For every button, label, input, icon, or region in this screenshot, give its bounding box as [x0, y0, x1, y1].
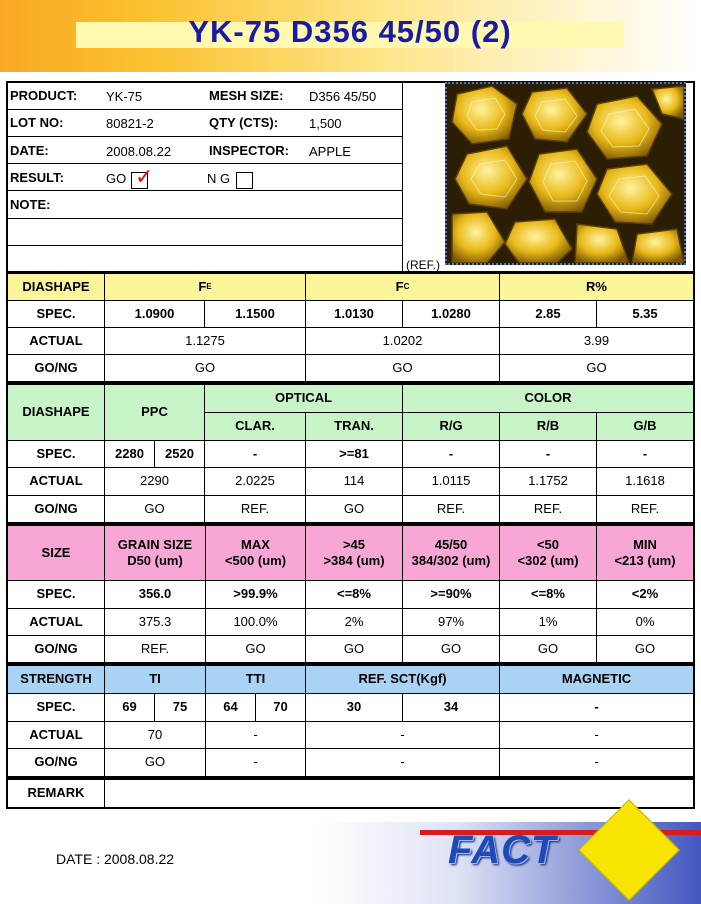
remark-value — [105, 780, 693, 807]
gong-sct: - — [306, 749, 500, 776]
spec-magnetic: - — [500, 694, 693, 722]
spec-ti-max: 75 — [155, 694, 206, 722]
gong-gb: REF. — [630, 500, 660, 516]
actual-sct: - — [306, 722, 500, 749]
spec-fc-max: 1.0280 — [403, 301, 500, 328]
spec-gt45: <=8% — [306, 581, 403, 609]
inspector-value: APPLE — [309, 144, 351, 159]
gong-ti: GO — [105, 749, 206, 776]
gong-rb: REF. — [500, 496, 597, 522]
tran-header: TRAN. — [306, 413, 403, 441]
gong-max: GO — [206, 636, 306, 662]
actual-fe: 1.1275 — [105, 328, 306, 355]
inspector-label: INSPECTOR: — [209, 143, 289, 158]
spec-label: SPEC. — [8, 301, 105, 328]
spec-max: >99.9% — [206, 581, 306, 609]
gong-gt45: GO — [306, 636, 403, 662]
actual-tti: - — [206, 722, 306, 749]
spec-rb: - — [500, 441, 597, 468]
spec-45-50: >=90% — [403, 581, 500, 609]
spec-sct-min: 30 — [306, 694, 403, 722]
clar-header: CLAR. — [205, 413, 306, 441]
spec-fe-max: 1.1500 — [205, 301, 306, 328]
gt45-header: >45 >384 (um) — [306, 526, 403, 581]
diashape-header-2: DIASHAPE — [8, 385, 105, 441]
reference-photo — [445, 82, 686, 265]
spec-tti-max: 70 — [256, 694, 306, 722]
spec-ppc-min: 2280 — [105, 441, 155, 468]
tti-header: TTI — [206, 666, 306, 694]
spec-ppc-max: 2520 — [155, 441, 205, 468]
ti-header: TI — [105, 666, 206, 694]
page-title: YK-75 D356 45/50 (2) — [188, 14, 512, 49]
rg-header: R/G — [403, 413, 500, 441]
max-header: MAX <500 (um) — [206, 526, 306, 581]
45-50-header: 45/50 384/302 (um) — [403, 526, 500, 581]
actual-magnetic: - — [500, 722, 693, 749]
spec-label-3: SPEC. — [8, 581, 105, 609]
result-ng-label: N G — [207, 171, 231, 186]
actual-clar: 2.0225 — [205, 468, 306, 496]
actual-gt45: 2% — [306, 609, 403, 636]
spec-ti-min: 69 — [105, 694, 155, 722]
fe-header: F E — [105, 274, 306, 301]
spec-sct-max: 34 — [403, 694, 500, 722]
gong-fe: GO — [105, 355, 306, 381]
gong-grain: REF. — [105, 636, 206, 662]
actual-ppc: 2290 — [105, 468, 205, 496]
gong-rg: REF. — [403, 496, 500, 522]
mesh-size-value: D356 45/50 — [309, 89, 377, 104]
actual-lt50: 1% — [500, 609, 597, 636]
gong-ppc: GO — [105, 496, 205, 522]
actual-tran: 114 — [306, 468, 403, 496]
grain-size-header: GRAIN SIZE D50 (um) — [105, 526, 206, 581]
spec-min: <2% — [597, 581, 693, 609]
footer-date: DATE : 2008.08.22 — [56, 851, 175, 867]
actual-r: 3.99 — [500, 328, 693, 355]
ref-label: (REF.) — [406, 258, 440, 272]
gong-tti: - — [206, 749, 306, 776]
result-go-label: GO — [106, 171, 127, 186]
actual-label-2: ACTUAL — [8, 468, 105, 496]
lt50-header: <50 <302 (um) — [500, 526, 597, 581]
actual-label: ACTUAL — [8, 328, 105, 355]
note-label: NOTE: — [10, 197, 51, 212]
diashape-header: DIASHAPE — [8, 274, 105, 301]
magnetic-header: MAGNETIC — [500, 666, 693, 694]
optical-header: OPTICAL — [205, 385, 403, 413]
date-label: DATE: — [10, 143, 49, 158]
strength-header: STRENGTH — [8, 666, 105, 694]
gong-clar: REF. — [205, 496, 306, 522]
spec-fc-min: 1.0130 — [306, 301, 403, 328]
gong-45-50: GO — [403, 636, 500, 662]
actual-min: 0% — [597, 609, 693, 636]
actual-rb: 1.1752 — [500, 468, 597, 496]
result-ng-checkbox[interactable] — [236, 172, 253, 189]
min-header: MIN <213 (um) — [597, 526, 693, 581]
gong-label-3: GO/NG — [8, 636, 105, 662]
actual-label-3: ACTUAL — [8, 609, 105, 636]
ppc-header: PPC — [105, 385, 205, 441]
gong-min: GO — [634, 640, 656, 656]
actual-label-4: ACTUAL — [8, 722, 105, 749]
spec-fe-min: 1.0900 — [105, 301, 205, 328]
fact-logo: FACT — [448, 828, 557, 872]
r-percent-header: R% — [500, 274, 693, 301]
product-label: PRODUCT: — [10, 88, 78, 103]
spec-lt50: <=8% — [500, 581, 597, 609]
gb-header: G/B — [597, 413, 693, 441]
spec-tran: >=81 — [306, 441, 403, 468]
qty-value: 1,500 — [309, 116, 342, 131]
gong-magnetic: - — [594, 754, 599, 770]
gong-label-4: GO/NG — [8, 749, 105, 776]
product-value: YK-75 — [106, 89, 143, 104]
sct-header: REF. SCT(Kgf) — [306, 666, 500, 694]
lot-label: LOT NO: — [10, 115, 64, 130]
actual-grain: 375.3 — [105, 609, 206, 636]
date-value: 2008.08.22 — [106, 144, 172, 159]
actual-fc: 1.0202 — [306, 328, 500, 355]
actual-rg: 1.0115 — [403, 468, 500, 496]
actual-45-50: 97% — [403, 609, 500, 636]
spec-r-max: 5.35 — [597, 301, 693, 328]
gong-tran: GO — [306, 496, 403, 522]
qty-label: QTY (CTS): — [209, 115, 279, 130]
actual-gb: 1.1618 — [597, 468, 693, 496]
spec-label-2: SPEC. — [8, 441, 105, 468]
spec-rg: - — [403, 441, 500, 468]
spec-tti-min: 64 — [206, 694, 256, 722]
lot-value: 80821-2 — [106, 116, 154, 131]
spec-label-4: SPEC. — [8, 694, 105, 722]
gong-label-2: GO/NG — [8, 496, 105, 522]
rb-header: R/B — [500, 413, 597, 441]
color-header: COLOR — [403, 385, 693, 413]
gong-r: GO — [586, 359, 607, 375]
spec-gb: - — [597, 441, 693, 468]
mesh-size-label: MESH SIZE: — [209, 88, 284, 103]
size-header: SIZE — [8, 526, 105, 581]
result-label: RESULT: — [10, 170, 64, 185]
checkmark-icon: ✓ — [135, 164, 154, 189]
gong-label: GO/NG — [8, 355, 105, 381]
info-divider — [402, 82, 403, 272]
actual-ti: 70 — [105, 722, 206, 749]
gong-fc: GO — [306, 355, 500, 381]
fc-header: F C — [306, 274, 500, 301]
spec-clar: - — [205, 441, 306, 468]
spec-grain: 356.0 — [105, 581, 206, 609]
actual-max: 100.0% — [206, 609, 306, 636]
diamond-crystals-image — [447, 84, 684, 263]
spec-r-min: 2.85 — [500, 301, 597, 328]
gong-lt50: GO — [500, 636, 597, 662]
remark-label: REMARK — [8, 780, 105, 807]
